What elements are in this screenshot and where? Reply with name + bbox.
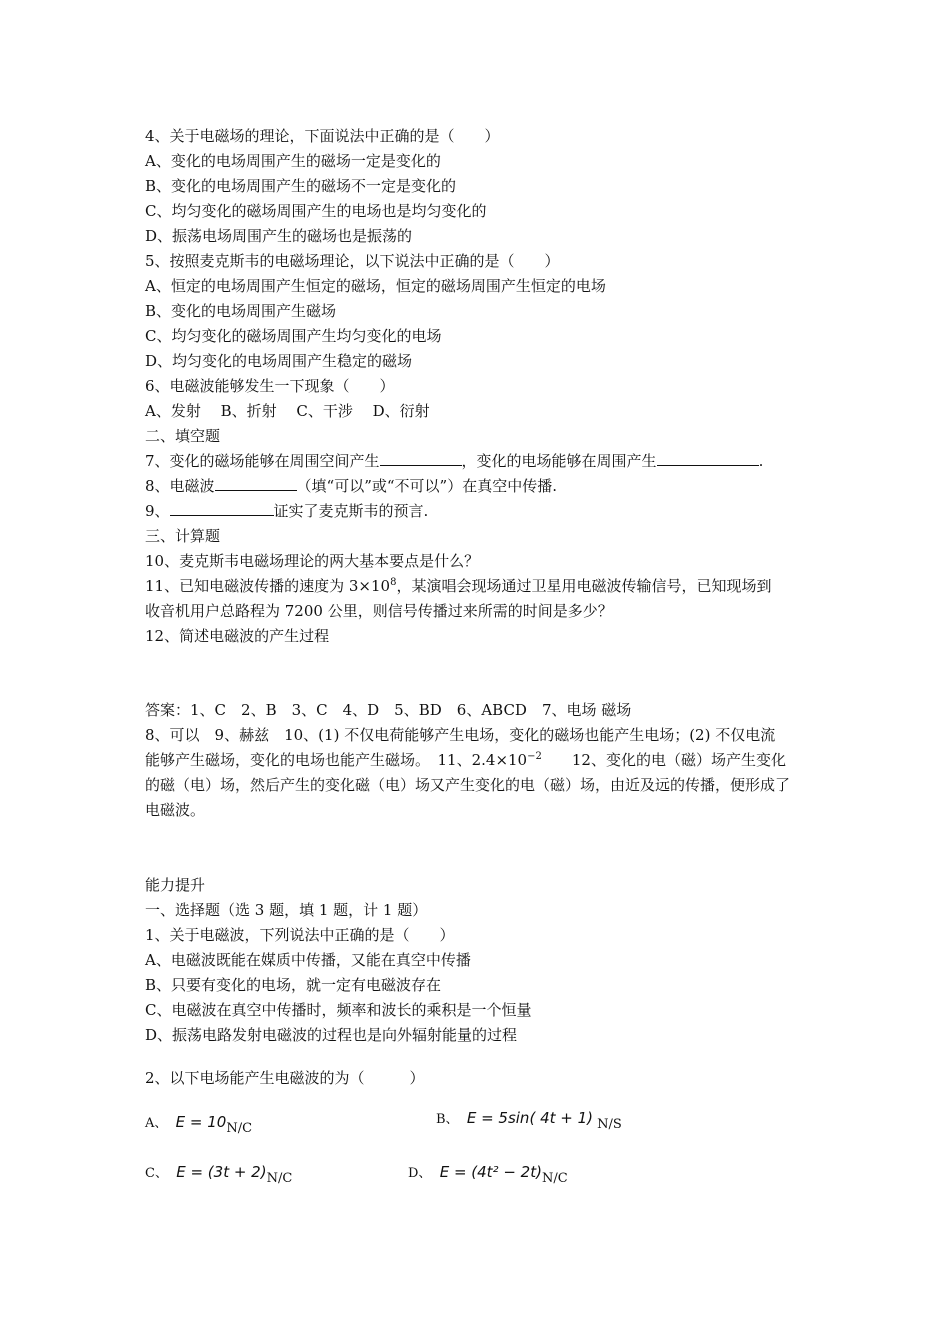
p1-option-a: A、电磁波既能在媒质中传播，又能在真空中传播: [145, 951, 471, 969]
question-10: 10、麦克斯韦电磁场理论的两大基本要点是什么？: [145, 552, 480, 570]
answers-line-1: 答案：1、C 2、B 3、C 4、D 5、BD 6、ABCD 7、电场 磁场: [145, 701, 632, 719]
answers-exponent: −2: [527, 751, 542, 762]
q4-option-c: C、均匀变化的磁场周围产生的电场也是均匀变化的: [145, 202, 487, 220]
p2-option-a-unit: N/C: [226, 1121, 253, 1136]
question-5: 5、按照麦克斯韦的电磁场理论，以下说法中正确的是（ ）: [145, 252, 560, 270]
question-9: [145, 501, 428, 521]
q5-option-c: C、均匀变化的磁场周围产生均匀变化的电场: [145, 327, 442, 345]
question-4: 4、关于电磁场的理论，下面说法中正确的是（ ）: [145, 127, 500, 145]
answers-line-3: [145, 750, 786, 773]
p1-option-d: D、振荡电路发射电磁波的过程也是向外辐射能量的过程: [145, 1026, 518, 1044]
answers-line-5: 电磁波。: [145, 801, 206, 819]
p2-option-b-unit: N/S: [597, 1117, 622, 1132]
p2-option-c-unit: N/C: [266, 1171, 293, 1186]
question-6: 6、电磁波能够发生一下现象（ ）: [145, 377, 395, 395]
p2-option-d: [408, 1162, 568, 1184]
p2-option-c: [145, 1162, 292, 1184]
q8-text-2: （填“可以”或“不可以”）在真空中传播.: [296, 477, 557, 495]
p2-option-b-label: B、: [436, 1112, 459, 1127]
q7-text-1: 7、变化的磁场能够在周围空间产生: [145, 452, 380, 470]
question-11-line-2: 收音机用户总路程为 7200 公里，则信号传播过来所需的时间是多少？: [145, 602, 613, 620]
q5-option-b: B、变化的电场周围产生磁场: [145, 302, 337, 320]
q5-option-a: A、恒定的电场周围产生恒定的磁场，恒定的磁场周围产生恒定的电场: [145, 277, 606, 295]
q9-text-1: 9、: [145, 502, 170, 520]
section-fill-in: 二、填空题: [145, 427, 221, 445]
q11-text-2: ，某演唱会现场通过卫星用电磁波传输信号，已知现场到: [396, 577, 772, 595]
q9-text-2: 证实了麦克斯韦的预言.: [273, 502, 429, 520]
answers-line-2: 8、可以 9、赫兹 10、(1) 不仅电荷能够产生电场，变化的磁场也能产生电场；(2) 不仅电流: [145, 726, 776, 744]
p2-option-a-label: A、: [145, 1116, 168, 1131]
p2-option-c-formula: E = (3t + 2): [176, 1163, 267, 1181]
question-7: [145, 451, 763, 471]
q7-blank-1: [380, 451, 462, 466]
p2-option-d-label: D、: [408, 1166, 432, 1181]
q4-option-b: B、变化的电场周围产生的磁场不一定是变化的: [145, 177, 457, 195]
q11-text-1: 11、已知电磁波传播的速度为 3×10: [145, 577, 391, 595]
p2-option-b: [436, 1108, 622, 1130]
q6-options: A、发射 B、折射 C、干涉 D、衍射: [145, 402, 430, 420]
q7-blank-2: [657, 451, 759, 466]
q11-exponent: 8: [390, 577, 397, 588]
q8-text-1: 8、电磁波: [145, 477, 215, 495]
practice-question-1: 1、关于电磁波，下列说法中正确的是（ ）: [145, 926, 455, 944]
q9-blank: [170, 501, 274, 516]
q7-text-2: ，变化的电场能够在周围产生: [461, 452, 657, 470]
p2-option-b-formula: E = 5sin( 4t + 1): [466, 1109, 593, 1127]
p2-option-a-formula: E = 10: [175, 1113, 227, 1131]
p2-option-a: [145, 1112, 252, 1134]
q7-text-3: .: [758, 452, 764, 470]
question-11-line-1: [145, 576, 771, 599]
p2-option-c-label: C、: [145, 1166, 168, 1181]
section-choice: 一、选择题（选 3 题，填 1 题，计 1 题）: [145, 901, 428, 919]
q4-option-d: D、振荡电场周围产生的磁场也是振荡的: [145, 227, 413, 245]
section-calculation: 三、计算题: [145, 527, 221, 545]
heading-ability: 能力提升: [145, 876, 206, 894]
answers-line-4: 的磁（电）场，然后产生的变化磁（电）场又产生变化的电（磁）场，由近及远的传播，便形成了: [145, 776, 791, 794]
question-12: 12、简述电磁波的产生过程: [145, 627, 330, 645]
p1-option-b: B、只要有变化的电场，就一定有电磁波存在: [145, 976, 442, 994]
q4-option-a: A、变化的电场周围产生的磁场一定是变化的: [145, 152, 441, 170]
p2-option-d-unit: N/C: [541, 1171, 568, 1186]
answers-text-3b: 12、变化的电（磁）场产生变化: [541, 751, 786, 769]
practice-question-2: 2、以下电场能产生电磁波的为（ ）: [145, 1069, 425, 1087]
p2-option-d-formula: E = (4t² − 2t): [439, 1163, 542, 1181]
q5-option-d: D、均匀变化的电场周围产生稳定的磁场: [145, 352, 413, 370]
answers-text-3a: 能够产生磁场，变化的电场也能产生磁场。 11、2.4×10: [145, 751, 528, 769]
question-8: [145, 476, 557, 496]
p1-option-c: C、电磁波在真空中传播时，频率和波长的乘积是一个恒量: [145, 1001, 532, 1019]
q8-blank: [215, 476, 297, 491]
